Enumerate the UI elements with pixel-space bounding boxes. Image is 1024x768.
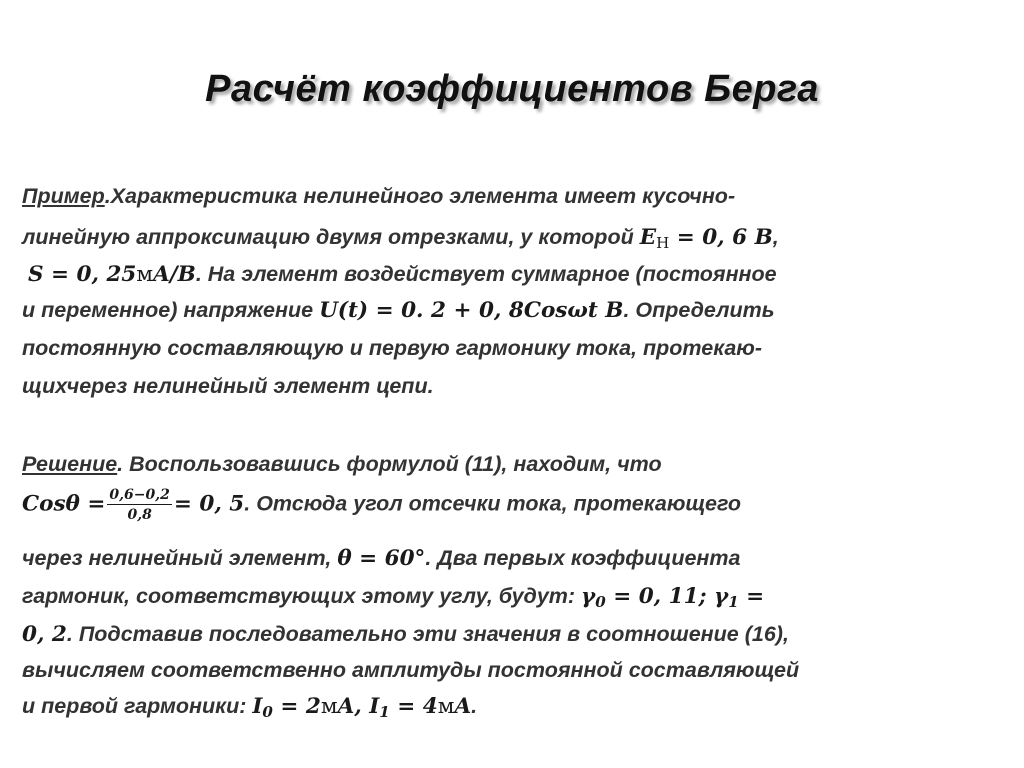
example-line-1 bbox=[22, 184, 735, 209]
i1-sub: 1 bbox=[379, 703, 390, 721]
example-line-4 bbox=[22, 298, 775, 323]
i0-sub: 0 bbox=[262, 703, 273, 721]
i0-symbol: I bbox=[252, 694, 263, 719]
solution-text-3: через нелинейный элемент, bbox=[22, 546, 338, 570]
solution-text-5: . Подставив последовательно эти значения в соотношение (16), bbox=[66, 622, 789, 646]
formula-theta: θ = 60° bbox=[337, 546, 426, 571]
solution-line-6 bbox=[22, 658, 799, 683]
solution-text-1: . Воспользовавшись формулой (11), находим, что bbox=[117, 452, 662, 476]
solution-text-7-end: . bbox=[471, 694, 478, 718]
solution-line-7 bbox=[22, 694, 477, 721]
solution-line-2 bbox=[22, 488, 741, 522]
i1-value: = 4 bbox=[389, 694, 438, 719]
solution-line-1 bbox=[22, 452, 662, 477]
gamma-equals: = bbox=[738, 584, 765, 609]
example-text-6: щихчерез нелинейный элемент цепи. bbox=[22, 374, 434, 398]
example-label: Пример bbox=[22, 184, 105, 208]
solution-text-2: . Отсюда угол отсечки тока, протекающего bbox=[244, 491, 742, 516]
slide-title: Расчёт коэффициентов Берга bbox=[205, 68, 819, 110]
example-line-2 bbox=[22, 225, 779, 252]
gamma-1-symbol: = 0, 11; γ bbox=[605, 584, 729, 609]
example-text-3: . На элемент воздействует суммарное (постоянное bbox=[195, 262, 777, 286]
solution-text-4: гармоник, соответствующих этому углу, будут: bbox=[22, 584, 582, 608]
example-line-3 bbox=[28, 262, 777, 287]
fraction-numerator: 0,6−0,2 bbox=[109, 487, 170, 503]
solution-line-3 bbox=[22, 546, 740, 571]
solution-text-7: и первой гармоники: bbox=[22, 694, 253, 718]
gamma-0-symbol: γ bbox=[581, 584, 596, 609]
example-text-4: и переменное) напряжение bbox=[22, 298, 320, 322]
gamma-0-sub: 0 bbox=[595, 593, 606, 611]
formula-en-sub: Н bbox=[656, 234, 670, 252]
example-line-5 bbox=[22, 336, 762, 361]
formula-s bbox=[28, 262, 196, 287]
i0-unit-prefix: м bbox=[320, 694, 338, 719]
i1-symbol: A, I bbox=[337, 694, 380, 719]
fraction-denominator: 0,8 bbox=[127, 507, 152, 523]
formula-gamma-1-value: 0, 2 bbox=[22, 622, 67, 647]
i1-unit-prefix: м bbox=[437, 694, 455, 719]
formula-cos-rhs: = 0, 5 bbox=[173, 491, 245, 517]
example-text-4-end: . Определить bbox=[623, 298, 775, 322]
solution-line-4 bbox=[22, 584, 764, 611]
solution-label: Решение bbox=[22, 452, 118, 476]
formula-gamma bbox=[581, 584, 764, 609]
formula-u: U(t) = 0. 2 + 0, 8Cosωt B bbox=[319, 298, 624, 323]
formula-cos-lhs: Cosθ = bbox=[22, 491, 106, 517]
formula-s-tail: A/B bbox=[153, 262, 196, 287]
gamma-1-sub: 1 bbox=[728, 593, 739, 611]
solution-text-3-end: . Два первых коэффициента bbox=[425, 546, 741, 570]
example-line-6 bbox=[22, 374, 434, 399]
formula-s-unit: м bbox=[136, 262, 154, 287]
example-text-1: .Характеристика нелинейного элемента имеет кусочно- bbox=[104, 184, 736, 208]
example-text-5: постоянную составляющую и первую гармонику тока, протекаю- bbox=[22, 336, 763, 360]
formula-en bbox=[640, 225, 773, 250]
formula-s-value: S = 0, 25 bbox=[28, 262, 137, 287]
solution-text-6: вычисляем соответственно амплитуды постоянной составляющей bbox=[22, 658, 800, 682]
solution-line-5 bbox=[22, 622, 789, 647]
i1-unit: A bbox=[454, 694, 472, 719]
formula-en-value: = 0, 6 B bbox=[669, 225, 773, 250]
formula-fraction bbox=[107, 488, 171, 522]
example-text-2: линейную аппроксимацию двумя отрезками, у которой bbox=[22, 225, 640, 249]
i0-value: = 2 bbox=[272, 694, 321, 719]
example-text-2-end: , bbox=[772, 225, 779, 249]
formula-currents bbox=[252, 694, 471, 719]
formula-en-symbol: E bbox=[639, 225, 657, 250]
